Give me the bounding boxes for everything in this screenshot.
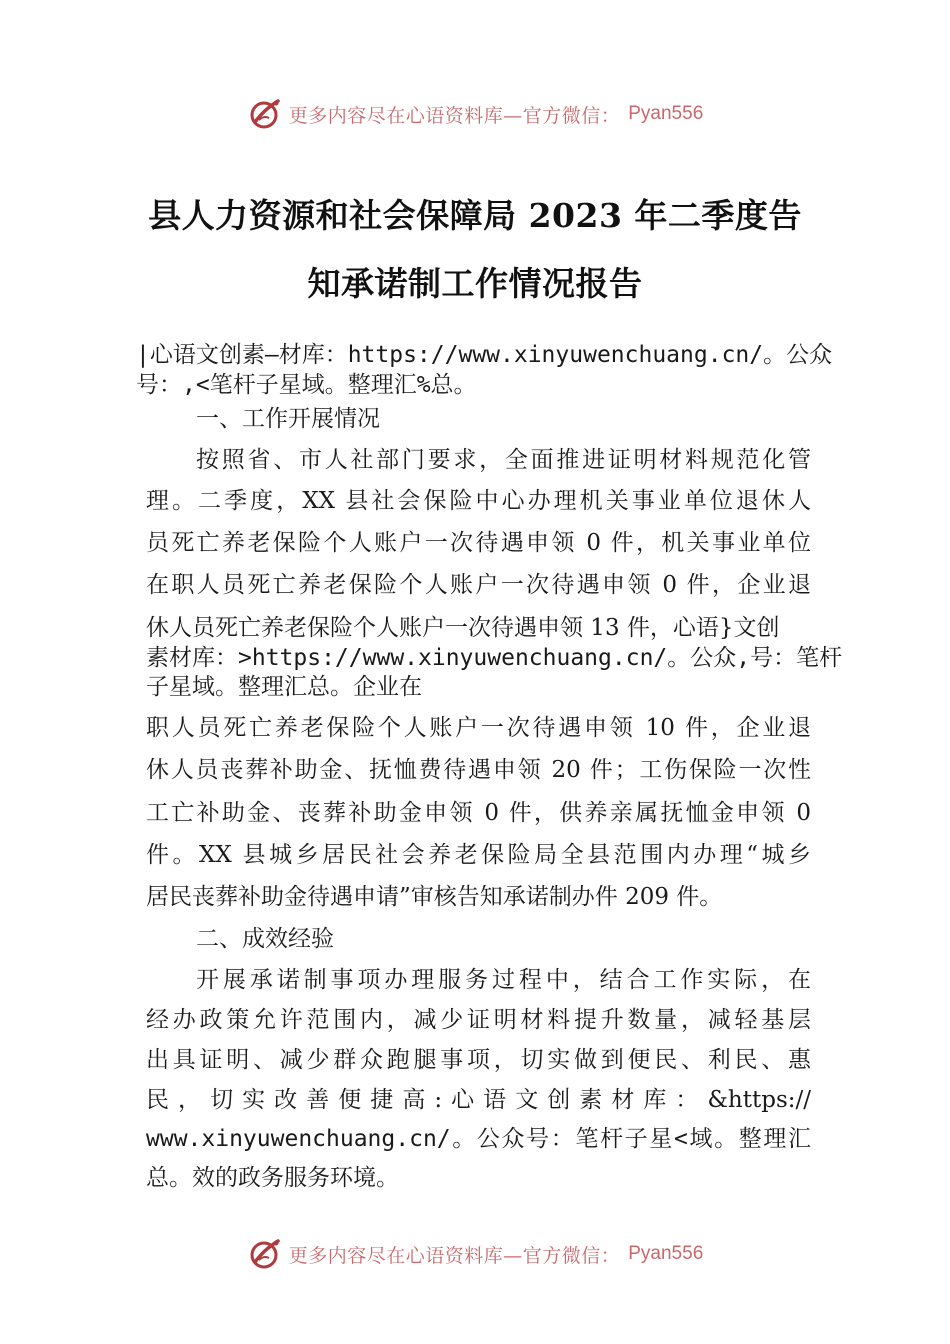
body-line: 居民丧葬补助金待遇申请”审核告知承诺制办件 209 件。 (146, 884, 723, 910)
header-banner (0, 92, 950, 136)
body-line: 号：,<笔杆子星域。整理汇%总。 (136, 372, 477, 398)
section-heading: 一、工作开展情况 (196, 406, 380, 432)
body-line: 职人员死亡养老保险个人账户一次待遇申领 10 件，企业退 (146, 715, 811, 741)
section-heading: 二、成效经验 (196, 926, 334, 952)
body-line: www.xinyuwenchuang.cn/。公众号：笔杆子星<域。整理汇 (146, 1126, 811, 1152)
body-line: 开展承诺制事项办理服务过程中，结合工作实际，在 (196, 967, 811, 993)
body-line: 理。二季度，XX 县社会保险中心办理机关事业单位退休人 (146, 488, 811, 514)
document-title-line2: 知承诺制工作情况报告 (307, 264, 643, 303)
body-line: 出具证明、减少群众跑腿事项，切实做到便民、利民、惠 (146, 1047, 811, 1073)
body-line: 休人员丧葬补助金、抚恤费待遇申领 20 件；工伤保险一次性 (146, 757, 811, 783)
body-line: 经办政策允许范围内，减少证明材料提升数量，减轻基层 (146, 1007, 811, 1033)
body-line: 在职人员死亡养老保险个人账户一次待遇申领 0 件，企业退 (146, 572, 811, 598)
body-line: 素材库：>https://www.xinyuwenchuang.cn/。公众,号：笔杆 (146, 645, 843, 671)
body-line: 员死亡养老保险个人账户一次待遇申领 0 件，机关事业单位 (146, 530, 811, 556)
body-line: |心语文创素—材库：https://www.xinyuwenchuang.cn/。公众 (136, 342, 833, 368)
document-title-line1: 县人力资源和社会保障局 2023 年二季度告 (148, 196, 802, 235)
banner-wechat-id: Pyan556 (628, 103, 704, 124)
footer-banner (0, 1232, 950, 1276)
body-line: 子星域。整理汇总。企业在 (146, 674, 422, 700)
body-line: 件。XX 县城乡居民社会养老保险局全县范围内办理“城乡 (146, 842, 811, 868)
body-line: 民，切实改善便捷高:心语文创素材库：&https:// (146, 1087, 811, 1113)
banner-text: 更多内容尽在心语资料库—官方微信： (288, 1244, 621, 1267)
body-line: 休人员死亡养老保险个人账户一次待遇申领 13 件，心语}文创 (146, 615, 780, 641)
body-line: 总。效的政务服务环境。 (146, 1165, 399, 1191)
banner-text: 更多内容尽在心语资料库—官方微信： (288, 104, 621, 127)
brush-logo-icon (247, 96, 283, 132)
brush-logo-icon (247, 1236, 283, 1272)
banner-wechat-id: Pyan556 (628, 1243, 704, 1264)
body-line: 工亡补助金、丧葬补助金申领 0 件，供养亲属抚恤金申领 0 (146, 800, 811, 826)
body-line: 按照省、市人社部门要求，全面推进证明材料规范化管 (196, 447, 811, 473)
